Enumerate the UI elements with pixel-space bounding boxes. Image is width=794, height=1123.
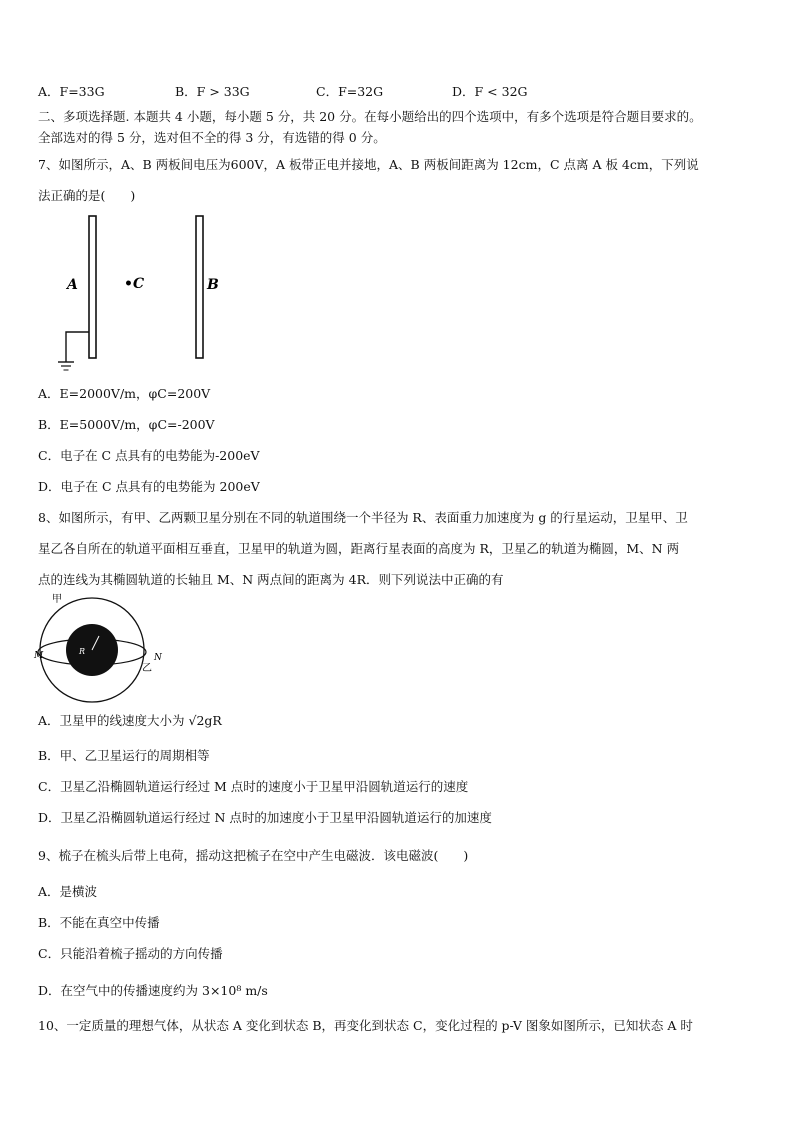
q9-option-b: B．不能在真空中传播 bbox=[38, 915, 160, 930]
q9-option-a: A．是横波 bbox=[38, 884, 98, 899]
q9-option-d: D．在空气中的传播速度约为 3×10⁸ m/s bbox=[38, 983, 268, 998]
q8-stem-line2: 星乙各自所在的轨道平面相互垂直，卫星甲的轨道为圆，距离行星表面的高度为 R，卫星乙的轨道为椭圆，M、N 两 bbox=[38, 541, 680, 556]
q8-option-c: C．卫星乙沿椭圆轨道运行经过 M 点时的速度小于卫星甲沿圆轨道运行的速度 bbox=[38, 779, 469, 794]
ground-wire bbox=[66, 332, 89, 362]
q10-stem-line1: 10、一定质量的理想气体，从状态 A 变化到状态 B，再变化到状态 C，变化过程的 p-V 图象如图所示，已知状态 A 时 bbox=[38, 1018, 693, 1033]
label-c: •C bbox=[124, 276, 145, 292]
label-b: B bbox=[207, 277, 219, 293]
section2-heading-line2: 全部选对的得 5 分，选对但不全的得 3 分，有选错的得 0 分。 bbox=[38, 130, 386, 145]
label-n: N bbox=[154, 653, 162, 663]
plate-a bbox=[89, 216, 96, 358]
q6-option-c: C．F=32G bbox=[316, 84, 384, 99]
capacitor-plates-figure bbox=[52, 212, 232, 377]
q9-stem: 9、梳子在梳头后带上电荷，摇动这把梳子在空中产生电磁波．该电磁波( ) bbox=[38, 848, 469, 863]
satellite-orbit-figure bbox=[32, 592, 172, 704]
q8-stem-line1: 8、如图所示，有甲、乙两颗卫星分别在不同的轨道围绕一个半径为 R、表面重力加速度为 g 的行星运动，卫星甲、卫 bbox=[38, 510, 688, 525]
label-r: R bbox=[79, 647, 86, 656]
plate-b bbox=[196, 216, 203, 358]
label-m: M bbox=[34, 651, 44, 661]
q9-option-c: C．只能沿着梳子摇动的方向传播 bbox=[38, 946, 223, 961]
q7-option-a: A．E=2000V/m，φC=200V bbox=[38, 386, 211, 401]
q7-stem-line2: 法正确的是( ) bbox=[38, 188, 136, 203]
q6-option-d: D．F < 32G bbox=[452, 84, 528, 99]
q7-option-b: B．E=5000V/m，φC=-200V bbox=[38, 417, 215, 432]
q7-stem-line1: 7、如图所示，A、B 两板间电压为600V，A 板带正电并接地，A、B 两板间距离为 12cm，C 点离 A 板 4cm，下列说 bbox=[38, 157, 699, 172]
q7-option-d: D．电子在 C 点具有的电势能为 200eV bbox=[38, 479, 260, 494]
q6-option-a: A．F=33G bbox=[38, 84, 105, 99]
q6-option-b: B．F > 33G bbox=[175, 84, 250, 99]
q8-option-d: D．卫星乙沿椭圆轨道运行经过 N 点时的加速度小于卫星甲沿圆轨道运行的加速度 bbox=[38, 810, 492, 825]
label-jia: 甲 bbox=[52, 594, 62, 605]
label-a: A bbox=[67, 277, 78, 293]
q8-stem-line3: 点的连线为其椭圆轨道的长轴且 M、N 两点间的距离为 4R．则下列说法中正确的有 bbox=[38, 572, 504, 587]
q8-option-a: A．卫星甲的线速度大小为 √2gR bbox=[38, 713, 222, 728]
section2-heading-line1: 二、多项选择题. 本题共 4 小题，每小题 5 分，共 20 分。在每小题给出的四个选项中，有多个选项是符合题目要求的。 bbox=[38, 109, 702, 124]
label-yi: 乙 bbox=[142, 663, 152, 674]
q7-option-c: C．电子在 C 点具有的电势能为-200eV bbox=[38, 448, 260, 463]
q8-option-b: B．甲、乙卫星运行的周期相等 bbox=[38, 748, 210, 763]
